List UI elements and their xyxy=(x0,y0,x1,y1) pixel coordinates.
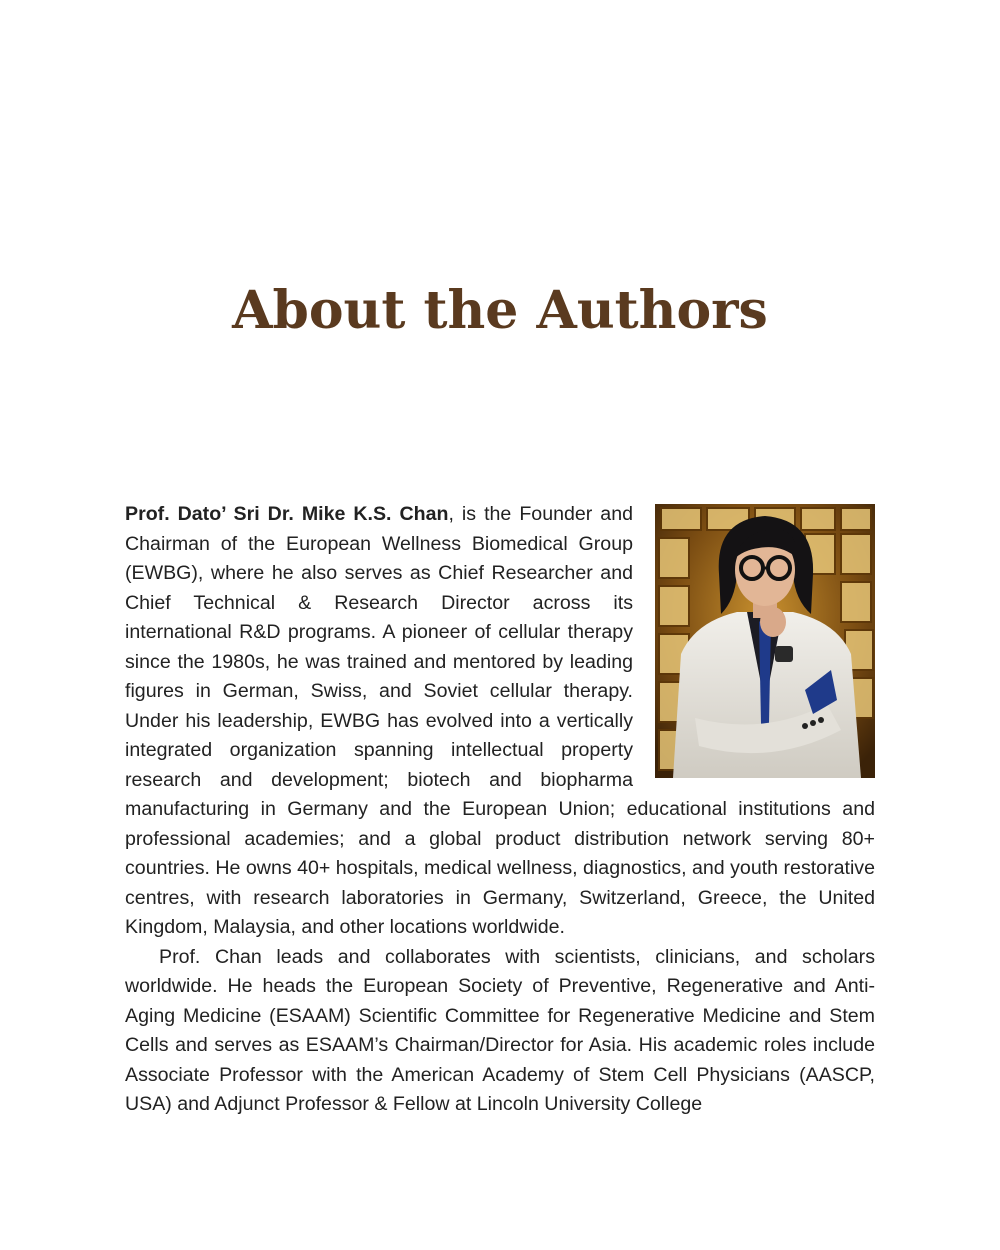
page-title: About the Authors xyxy=(232,280,768,341)
bio-paragraph-1: , is the Founder and Chairman of the European Wellness Biomedical Group (EWBG), where he also serves as Chief Researcher and Chief Technical & Research Director across its international R&D programs. A pioneer of cellular therapy since the 1980s, he was trained and mentored by leading figures in German, Swiss, and Soviet cellular therapy. Under his leadership, EWBG has evolved into a vertically integrated organization spanning intellectual property research and development; biotech and biopharma manufacturing in Germany and the European Union; educational institutions and professional academies; and a global product distribution network serving 80+ countries. He owns 40+ hospitals, medical wellness, diagnostics, and youth restorative centres, with research laboratories in Germany, Switzerland, Greece, the United Kingdom, Malaysia, and other locations worldwide. xyxy=(125,503,875,938)
author-bio xyxy=(125,500,875,1120)
author-name: Prof. Dato’ Sri Dr. Mike K.S. Chan xyxy=(125,503,449,525)
bio-paragraph-2: Prof. Chan leads and collaborates with scientists, clinicians, and scholars worldwide. He heads the European Society of Preventive, Regenerative and Anti-Aging Medicine (ESAAM) Scientific Committee for Regenerative Medicine and Stem Cells and serves as ESAAM’s Chairman/Director for Asia. His academic roles include Associate Professor with the American Academy of Stem Cell Physicians (AASCP, USA) and Adjunct Professor & Fellow at Lincoln University College xyxy=(125,945,875,1115)
author-portrait xyxy=(655,504,875,778)
